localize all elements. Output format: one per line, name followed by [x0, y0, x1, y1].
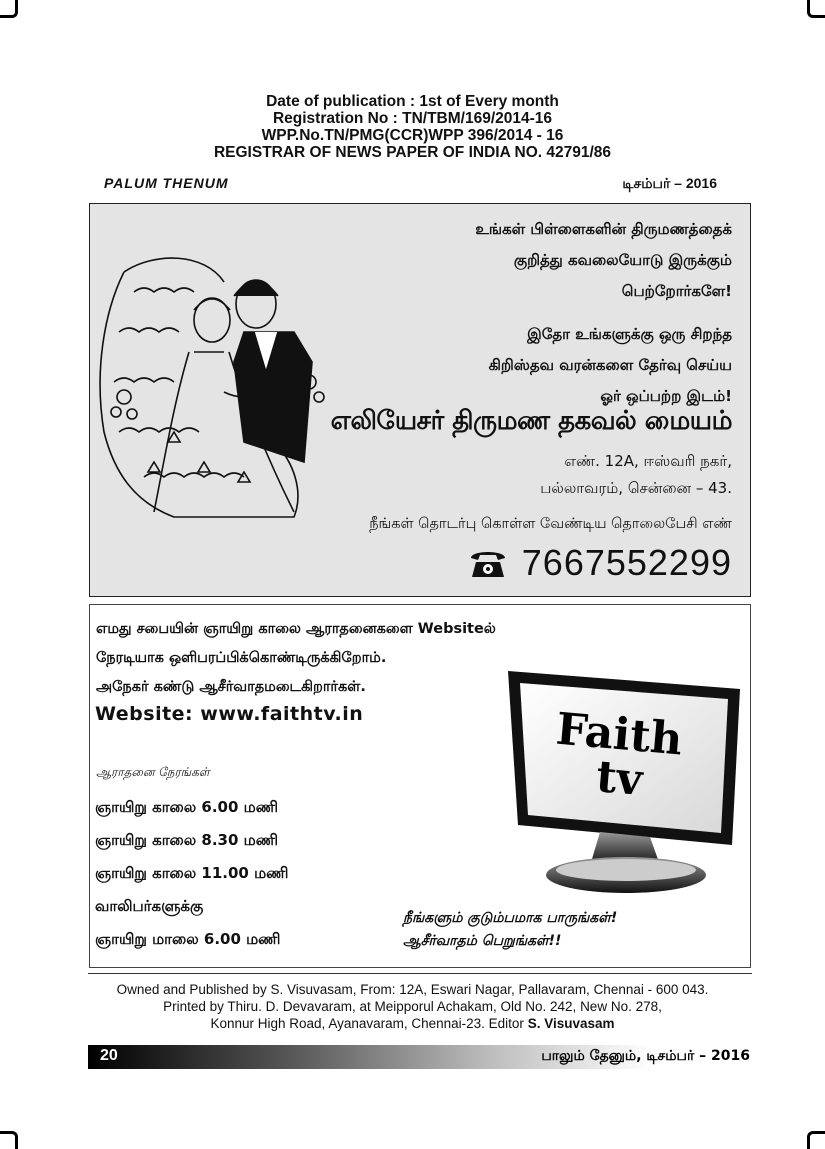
registrar-number: REGISTRAR OF NEWS PAPER OF INDIA NO. 42791/86 [213, 144, 612, 161]
ad-line-5: கிறிஸ்தவ வரன்களை தேர்வு செய்ய [488, 356, 732, 374]
faithtv-line-1: எமது சபையின் ஞாயிறு காலை ஆராதனைகளை Websiteல் [96, 621, 496, 637]
imprint-footer [0, 981, 825, 1032]
service-time: ஞாயிறு காலை 11.00 மணி [95, 864, 289, 882]
publication-info [0, 93, 825, 161]
ad-line-4: இதோ உங்களுக்கு ஒரு சிறந்த [527, 325, 732, 343]
service-time: ஞாயிறு மாலை 6.00 மணி [95, 930, 281, 948]
faithtv-advertisement [89, 604, 751, 968]
page-number: 20 [100, 1047, 118, 1064]
service-time: ஞாயிறு காலை 6.00 மணி [95, 798, 279, 816]
monitor-illustration [500, 667, 746, 899]
registration-number: Registration No : TN/TBM/169/2014-16 [272, 110, 553, 127]
pub-date: Date of publication : 1st of Every month [266, 93, 559, 110]
crop-mark-bottom-right [807, 1131, 825, 1149]
issue-date: டிசம்பர் – 2016 [622, 175, 717, 191]
imprint-line-1: Owned and Published by S. Visuvasam, From: 12A, Eswari Nagar, Pallavaram, Chennai - 600 043. [116, 982, 709, 997]
address-line-1: எண். 12A, ஈஸ்வரி நகர், [564, 452, 732, 470]
address-line-2: பல்லாவரம், சென்னை – 43. [540, 479, 732, 497]
website-url: Website: www.faithtv.in [95, 703, 364, 725]
crop-mark-top-left [0, 0, 18, 18]
contact-label: நீங்கள் தொடர்பு கொள்ள வேண்டிய தொலைபேசி எண் [369, 516, 732, 532]
ad-line-1: உங்கள் பிள்ளைகளின் திருமணத்தைக் [475, 220, 732, 238]
crop-mark-bottom-left [0, 1131, 18, 1149]
service-time: வாலிபர்களுக்கு [95, 897, 204, 915]
imprint-line-3 [0, 1015, 825, 1032]
ad-line-2: குறித்து கவலையோடு இருக்கும் [513, 251, 732, 269]
phone-number: 7667552299 [521, 542, 732, 583]
service-times-list [95, 791, 288, 956]
page-footer-bar [88, 1045, 752, 1069]
wedding-couple-illustration [94, 232, 332, 522]
screen-word-tv: tv [594, 751, 645, 806]
faithtv-line-3: அநேகர் கண்டு ஆசீர்வாதமடைகிறார்கள். [96, 679, 366, 695]
screen-word-faith: Faith [554, 703, 685, 766]
footer-divider [88, 973, 752, 974]
crop-mark-top-right [807, 0, 825, 18]
tagline-line-1: நீங்களும் குடும்பமாக பாருங்கள்! [403, 910, 618, 926]
matrimony-advertisement [89, 203, 751, 597]
service-time: ஞாயிறு காலை 8.30 மணி [95, 831, 279, 849]
wpp-number: WPP.No.TN/PMG(CCR)WPP 396/2014 - 16 [261, 127, 564, 144]
magazine-title: PALUM THENUM [104, 175, 229, 191]
matrimony-message [352, 214, 732, 412]
faithtv-message [96, 615, 496, 702]
imprint-line-2: Printed by Thiru. D. Devavaram, at Meipporul Achakam, Old No. 242, New No. 278, [163, 999, 662, 1014]
ad-line-6: ஓர் ஒப்பற்ற இடம்! [600, 387, 732, 405]
ad-line-3: பெற்றோர்களே! [621, 282, 732, 300]
matrimony-center-name: எலியேசர் திருமண தகவல் மையம் [330, 406, 732, 436]
faithtv-line-2: நேரடியாக ஒளிபரப்பிக்கொண்டிருக்கிறோம். [96, 650, 387, 666]
phone-row [468, 542, 732, 584]
page-footer-title: பாலும் தேனும், டிசம்பர் – 2016 [541, 1048, 750, 1064]
tagline-line-2: ஆசீர்வாதம் பெறுங்கள்!! [403, 933, 562, 949]
masthead [104, 175, 717, 193]
service-times-label: ஆராதனை நேரங்கள் [96, 765, 210, 779]
imprint-line-3-text: Konnur High Road, Ayanavaram, Chennai-23. Editor [210, 1016, 524, 1031]
telephone-icon [468, 546, 508, 580]
matrimony-address [540, 448, 732, 502]
editor-name: S. Visuvasam [527, 1016, 615, 1031]
faithtv-tagline [403, 907, 617, 953]
